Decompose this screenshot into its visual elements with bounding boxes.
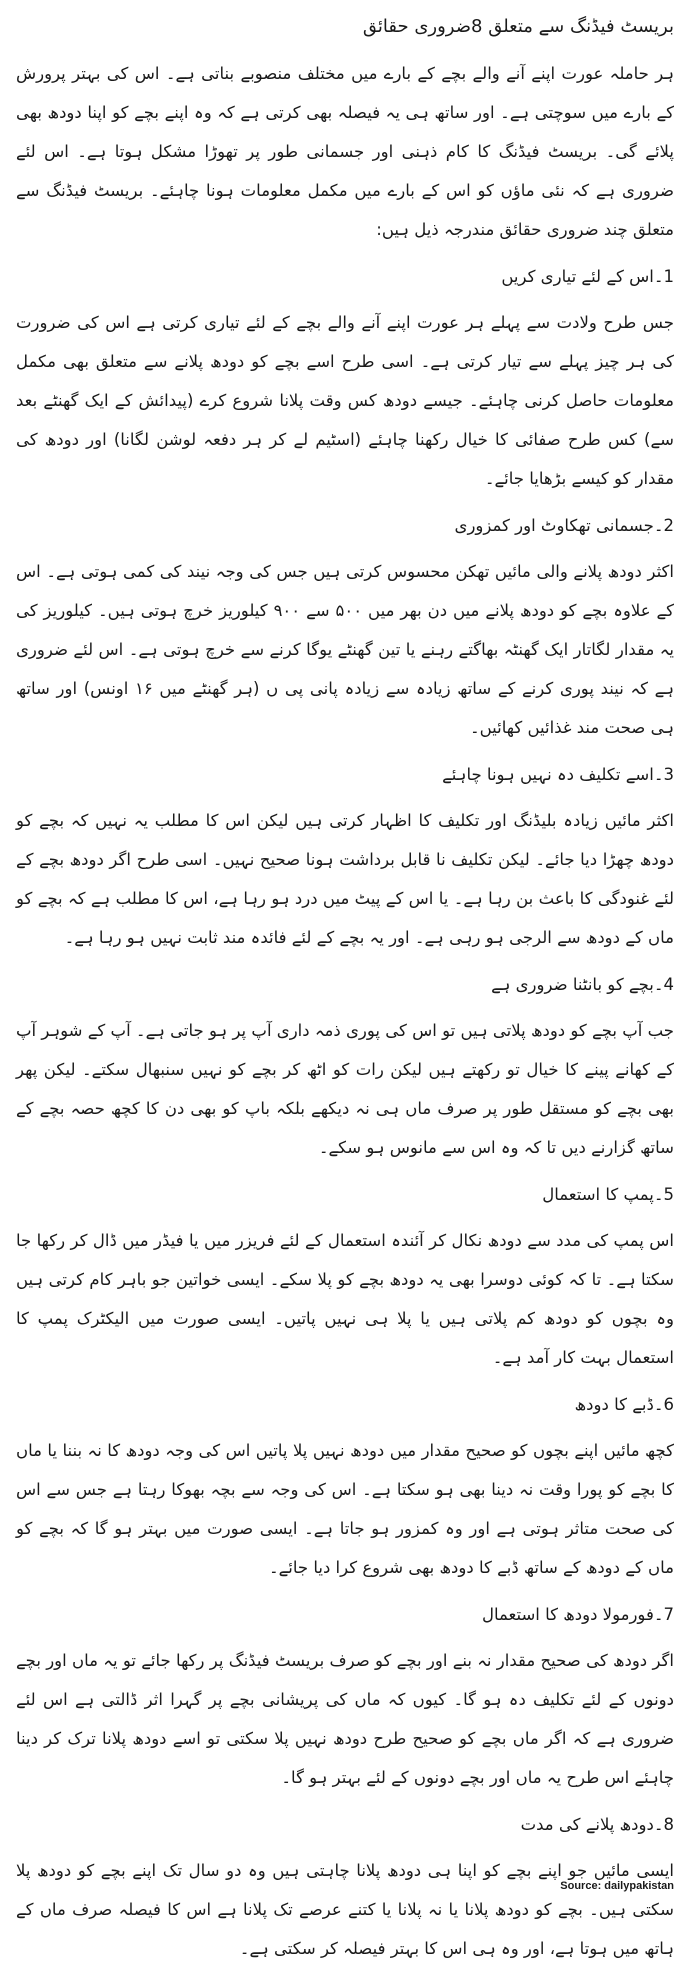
section-body-3: اکثر مائیں زیادہ بلیڈنگ اور تکلیف کا اظہار کرتی ہیں لیکن اس کا مطلب یہ نہیں کہ بچے کو دودھ چھڑا دیا جائے۔ لیکن تکلیف نا قابل برداشت ہونا صحیح نہیں۔ اسی طرح اگر دودھ بچے کے لئے غنودگی کا باعث بن رہا ہے۔ یا اس کے پیٹ میں درد ہو رہا ہے، اس کا مطلب ہے کہ بچے کو ماں کے دودھ سے الرجی ہو رہی ہے۔ اور یہ بچے کے لئے فائدہ مند ثابت نہیں ہو رہا ہے۔ xyxy=(16,811,674,947)
section-body-4: جب آپ بچے کو دودھ پلاتی ہیں تو اس کی پوری ذمہ داری آپ پر ہو جاتی ہے۔ آپ کے شوہر آپ کے کھانے پینے کا خیال تو رکھتے ہیں لیکن رات کو اٹھ کر بچے کو نہیں سنبھال سکتے۔ لیکن پھر بھی بچے کو مستقل طور پر صرف ماں ہی نہ دیکھے بلکہ باپ کو بھی دن کا کچھ حصہ بچے کے ساتھ گزارنے دیں تا کہ وہ اس سے مانوس ہو سکے۔ xyxy=(16,1021,674,1157)
section-body-8: ایسی مائیں جو اپنے بچے کو اپنا ہی دودھ پلانا چاہتی ہیں وہ دو سال تک اپنے بچے کو دودھ پلا سکتی ہیں۔ بچے کو دودھ پلانا یا نہ پلانا یا کتنے عرصے تک پلانا ہے اس کا فیصلہ صرف ماں کے ہاتھ میں ہوتا ہے، اور وہ ہی اس کا بہتر فیصلہ کر سکتی ہے۔ xyxy=(16,1861,674,1958)
section-body-1: جس طرح ولادت سے پہلے ہر عورت اپنے آنے والے بچے کے لئے تیاری کرتی ہے اس کی ضرورت کی ہر چیز پہلے سے تیار کرتی ہے۔ اسی طرح اسے بچے کو دودھ پلانے سے متعلق بھی مکمل معلومات حاصل کرنی چاہئے۔ جیسے دودھ کس وقت پلانا شروع کرے (پیدائش کے ایک گھنٹے بعد سے) کس طرح صفائی کا خیال رکھنا چاہئے (اسٹیم لے کر ہر دفعہ لوشن لگانا) اور دودھ کی مقدار کو کیسے بڑھایا جائے۔ xyxy=(16,313,674,488)
section-heading-7: 7۔فورمولا دودھ کا استعمال xyxy=(481,1605,674,1624)
article-title: بریسٹ فیڈنگ سے متعلق 8ضروری حقائق xyxy=(362,16,674,37)
article-intro: ہر حاملہ عورت اپنے آنے والے بچے کے بارے میں مختلف منصوبے بناتی ہے۔ اس کی بہتر پرورش کے بارے میں سوچتی ہے۔ اور ساتھ ہی یہ فیصلہ بھی کرتی ہے کہ وہ اپنے بچے کو اپنا دودھ بھی پلائے گی۔ بریسٹ فیڈنگ کا کام ذہنی اور جسمانی طور پر تھوڑا مشکل ہوتا ہے۔ اس لئے ضروری ہے کہ نئی ماؤں کو اس کے بارے میں مکمل معلومات ہونا چاہئے۔ بریسٹ فیڈنگ سے متعلق چند ضروری حقائق مندرجہ ذیل ہیں: xyxy=(16,64,674,239)
section-heading-6: 6۔ڈبے کا دودھ xyxy=(574,1395,674,1414)
section-heading-2: 2۔جسمانی تھکاوٹ اور کمزوری xyxy=(454,516,674,535)
section-body-5: اس پمپ کی مدد سے دودھ نکال کر آئندہ استعمال کے لئے فریزر میں یا فیڈر میں ڈال کر رکھا جا سکتا ہے۔ تا کہ کوئی دوسرا بھی یہ دودھ بچے کو پلا سکے۔ ایسی خواتین جو باہر کام کرتی ہیں وہ بچوں کو دودھ کم پلاتی ہیں یا پلا ہی نہیں پاتیں۔ ایسی صورت میں الیکٹرک پمپ کا استعمال بہت کار آمد ہے۔ xyxy=(16,1231,674,1367)
section-heading-3: 3۔اسے تکلیف دہ نہیں ہونا چاہئے xyxy=(442,765,674,784)
section-body-2: اکثر دودھ پلانے والی مائیں تھکن محسوس کرتی ہیں جس کی وجہ نیند کی کمی ہوتی ہے۔ اس کے علاوہ بچے کو دودھ پلانے میں دن بھر میں ۵۰۰ سے ۹۰۰ کیلوریز خرچ ہوتی ہیں۔ کیلوریز کی یہ مقدار لگاتار ایک گھنٹہ بھاگتے رہنے یا تین گھنٹے یوگا کرنے سے خرچ ہوتی ہے۔ اس لئے ضروری ہے کہ نیند پوری کرنے کے ساتھ زیادہ سے زیادہ پانی پی ں (ہر گھنٹے میں ۱۶ اونس) اور ساتھ ہی صحت مند غذائیں کھائیں۔ xyxy=(16,562,675,737)
source-credit: Source: dailypakistan xyxy=(560,1880,674,1892)
section-heading-4: 4۔بچے کو بانٹنا ضروری ہے xyxy=(491,975,674,994)
section-body-7: اگر دودھ کی صحیح مقدار نہ بنے اور بچے کو صرف بریسٹ فیڈنگ پر رکھا جائے تو یہ ماں اور بچے دونوں کے لئے تکلیف دہ ہو گا۔ کیوں کہ ماں کی پریشانی بچے پر گہرا اثر ڈالتی ہے اس لئے ضروری ہے کہ اگر ماں بچے کو صحیح طرح دودھ نہیں پلا سکتی تو اسے دودھ پلانا ترک کر دینا چاہئے اس طرح یہ ماں اور بچے دونوں کے لئے بہتر ہو گا۔ xyxy=(16,1651,674,1787)
section-heading-1: 1۔اس کے لئے تیاری کریں xyxy=(501,267,674,286)
section-body-6: کچھ مائیں اپنے بچوں کو صحیح مقدار میں دودھ نہیں پلا پاتیں اس کی وجہ دودھ کا نہ بننا یا ماں کا بچے کو پورا وقت نہ دینا بھی ہو سکتا ہے۔ اس کی وجہ سے بچہ بھوکا رہتا ہے جس سے اس کی صحت متاثر ہوتی ہے اور وہ کمزور ہو جاتا ہے۔ ایسی صورت میں بہتر ہو گا کہ بچے کو ماں کے دودھ کے ساتھ ڈبے کا دودھ بھی شروع کرا دیا جائے۔ xyxy=(16,1441,674,1577)
section-heading-8: 8۔دودھ پلانے کی مدت xyxy=(520,1815,674,1834)
section-heading-5: 5۔پمپ کا استعمال xyxy=(542,1185,674,1204)
